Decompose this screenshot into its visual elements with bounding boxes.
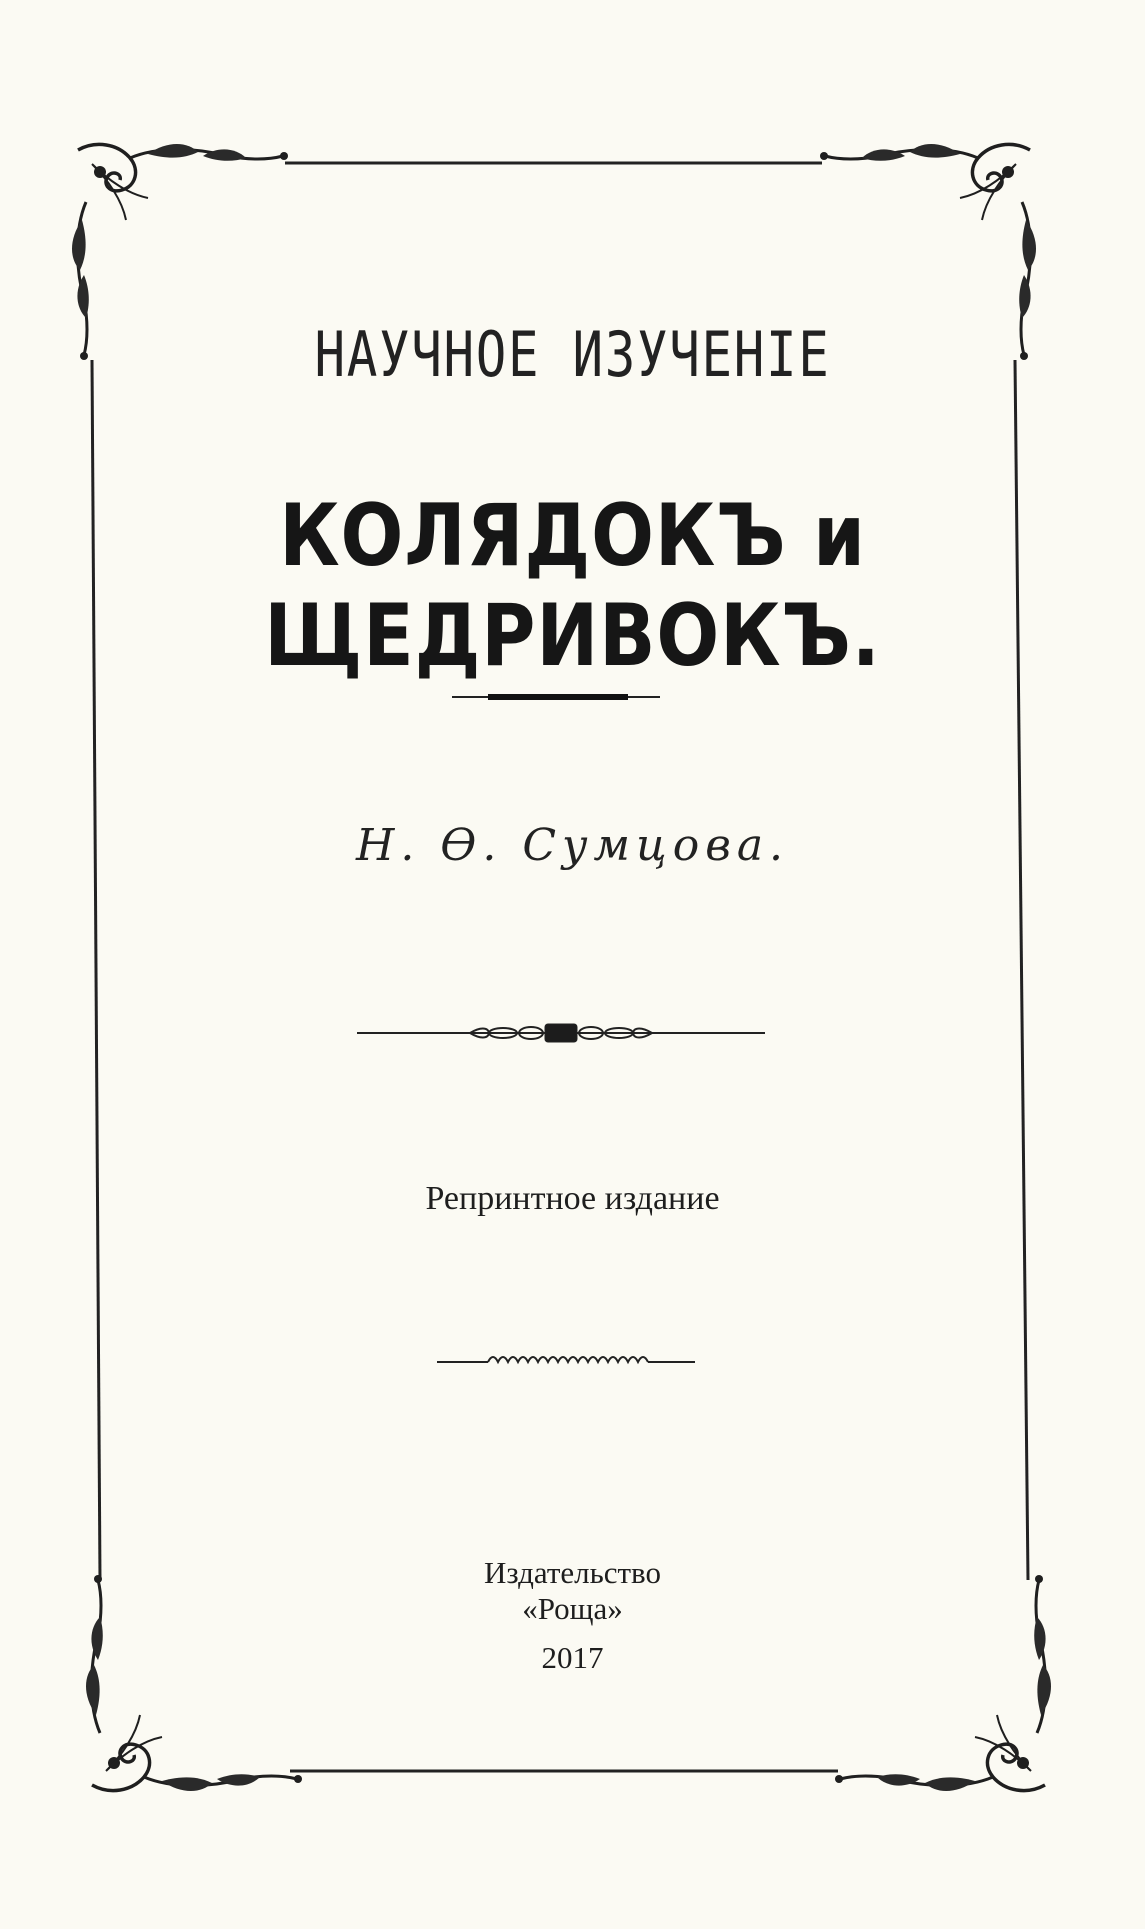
title-line-1: НАУЧНОЕ ИЗУЧЕНІЕ xyxy=(314,318,831,391)
publisher xyxy=(0,1555,1145,1627)
publisher-line-1: Издательство xyxy=(484,1555,661,1590)
title-line-2: КОЛЯДОКЪ и ЩЕДРИВОКЪ. xyxy=(264,486,881,686)
divider-ornament xyxy=(357,1024,765,1042)
edition-note: Репринтное издание xyxy=(425,1180,720,1217)
author-name: Н. Ѳ. Сумцова. xyxy=(355,820,790,871)
border-lines xyxy=(92,163,1028,1771)
publisher-line-2: «Роща» xyxy=(522,1591,623,1626)
divider-wavy xyxy=(437,1357,695,1362)
publication-year: 2017 xyxy=(541,1640,604,1675)
